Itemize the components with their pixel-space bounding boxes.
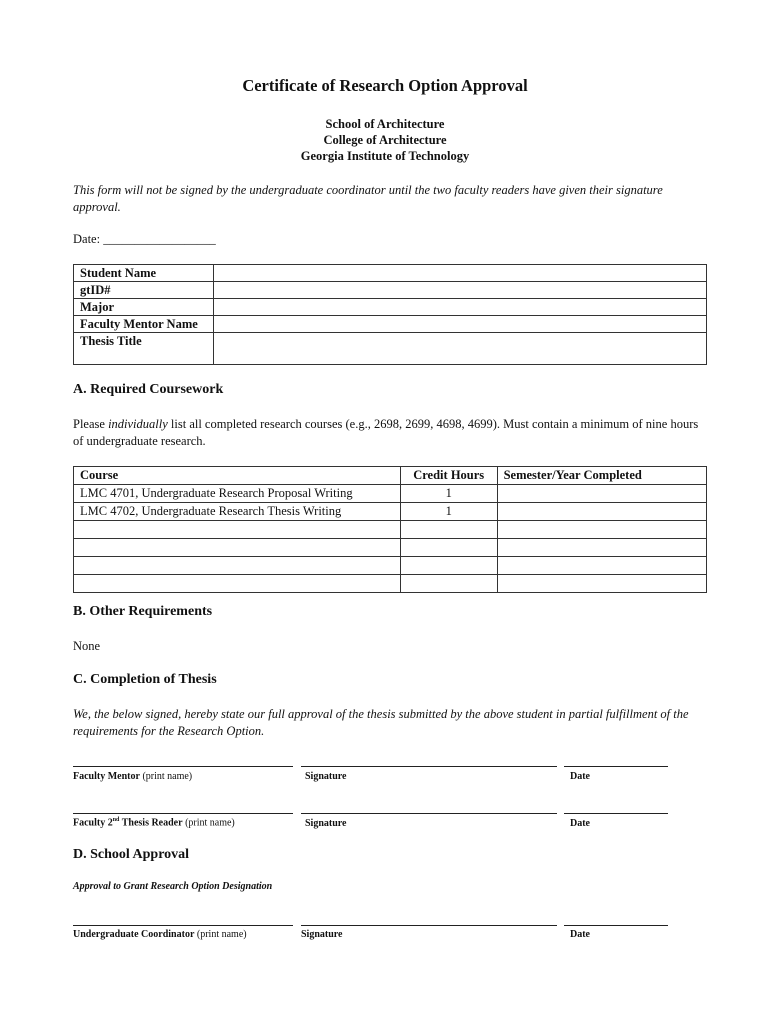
coordinator-signature-line[interactable] xyxy=(301,925,557,926)
coordinator-date-label: Date xyxy=(570,929,590,940)
semester-cell[interactable] xyxy=(497,485,706,503)
semester-cell[interactable] xyxy=(497,503,706,521)
major-input[interactable] xyxy=(214,299,707,316)
col-semester-header: Semester/Year Completed xyxy=(497,467,706,485)
school-name: School of Architecture xyxy=(325,117,445,131)
mentor-label-text: Faculty Mentor xyxy=(73,771,140,782)
table-row xyxy=(74,575,707,593)
table-row xyxy=(74,521,707,539)
credit-hours-cell[interactable] xyxy=(400,539,497,557)
reader-label xyxy=(73,817,235,828)
reader-date-label: Date xyxy=(570,818,590,829)
page-title: Certificate of Research Option Approval xyxy=(242,76,528,95)
coordinator-name-line[interactable] xyxy=(73,925,293,926)
section-b-heading: B. Other Requirements xyxy=(73,604,213,619)
table-row xyxy=(74,557,707,575)
reader-label-start: Faculty 2 xyxy=(73,817,113,829)
faculty-mentor-input[interactable] xyxy=(214,316,707,333)
section-a-text-start: Please xyxy=(73,417,109,431)
coordinator-signature-label: Signature xyxy=(301,929,343,940)
coordinator-label xyxy=(73,929,247,940)
gtid-input[interactable] xyxy=(214,282,707,299)
reader-date-line[interactable] xyxy=(564,813,668,814)
mentor-date-line[interactable] xyxy=(564,766,668,767)
section-a-text-emphasis: individually xyxy=(108,417,168,431)
credit-hours-cell[interactable]: 1 xyxy=(400,485,497,503)
col-credit-hours-header: Credit Hours xyxy=(400,467,497,485)
institute-name: Georgia Institute of Technology xyxy=(300,149,470,163)
course-cell[interactable]: LMC 4702, Undergraduate Research Thesis Writing xyxy=(74,503,401,521)
section-d-subheading: Approval to Grant Research Option Designation xyxy=(73,881,273,892)
print-name-note: (print name) xyxy=(196,929,247,940)
mentor-date-label: Date xyxy=(570,771,590,782)
reader-label-sup: nd xyxy=(112,817,120,823)
mentor-signature-label: Signature xyxy=(305,771,347,782)
print-name-note: (print name) xyxy=(185,817,235,829)
table-row xyxy=(74,539,707,557)
thesis-title-label: Thesis Title xyxy=(74,333,214,365)
section-a-text xyxy=(73,416,703,450)
section-d-heading: D. School Approval xyxy=(73,847,190,862)
course-cell[interactable] xyxy=(74,521,401,539)
credit-hours-cell[interactable] xyxy=(400,521,497,539)
reader-signature-line[interactable] xyxy=(301,813,557,814)
semester-cell[interactable] xyxy=(497,557,706,575)
mentor-name-line[interactable] xyxy=(73,766,293,767)
student-name-input[interactable] xyxy=(214,265,707,282)
col-course-header: Course xyxy=(74,467,401,485)
student-info-table xyxy=(73,264,707,365)
semester-cell[interactable] xyxy=(497,539,706,557)
gtid-label: gtID# xyxy=(74,282,214,299)
section-c-heading: C. Completion of Thesis xyxy=(73,672,217,687)
credit-hours-cell[interactable]: 1 xyxy=(400,503,497,521)
table-row xyxy=(74,485,707,503)
major-label: Major xyxy=(74,299,214,316)
reader-name-line[interactable] xyxy=(73,813,293,814)
section-b-text: None xyxy=(73,639,101,653)
section-a-heading: A. Required Coursework xyxy=(73,382,224,397)
course-cell[interactable]: LMC 4701, Undergraduate Research Proposal Writing xyxy=(74,485,401,503)
thesis-title-input[interactable] xyxy=(214,333,707,365)
student-name-label: Student Name xyxy=(74,265,214,282)
date-field[interactable]: Date: __________________ xyxy=(73,232,216,246)
coordinator-date-line[interactable] xyxy=(564,925,668,926)
reader-signature-label: Signature xyxy=(305,818,347,829)
college-name: College of Architecture xyxy=(323,133,447,147)
semester-cell[interactable] xyxy=(497,521,706,539)
credit-hours-cell[interactable] xyxy=(400,557,497,575)
print-name-note: (print name) xyxy=(142,771,193,782)
coursework-table xyxy=(73,466,707,593)
faculty-mentor-label: Faculty Mentor Name xyxy=(74,316,214,333)
semester-cell[interactable] xyxy=(497,575,706,593)
mentor-signature-line[interactable] xyxy=(301,766,557,767)
intro-text: This form will not be signed by the undergraduate coordinator until the two faculty readers have given their signature approval. xyxy=(73,183,663,214)
section-a-text-end: list all completed research courses (e.g., 2698, 2699, 4698, 4699). Must contain a minimum of nine hours of undergraduate research. xyxy=(73,417,699,448)
course-cell[interactable] xyxy=(74,539,401,557)
course-cell[interactable] xyxy=(74,575,401,593)
reader-label-end: Thesis Reader xyxy=(119,817,183,829)
section-c-text: We, the below signed, hereby state our full approval of the thesis submitted by the above student in partial fulfillment of the requirements for the Research Option. xyxy=(73,707,689,738)
mentor-label xyxy=(73,771,192,782)
coordinator-label-text: Undergraduate Coordinator xyxy=(73,929,195,940)
credit-hours-cell[interactable] xyxy=(400,575,497,593)
table-row xyxy=(74,503,707,521)
course-cell[interactable] xyxy=(74,557,401,575)
